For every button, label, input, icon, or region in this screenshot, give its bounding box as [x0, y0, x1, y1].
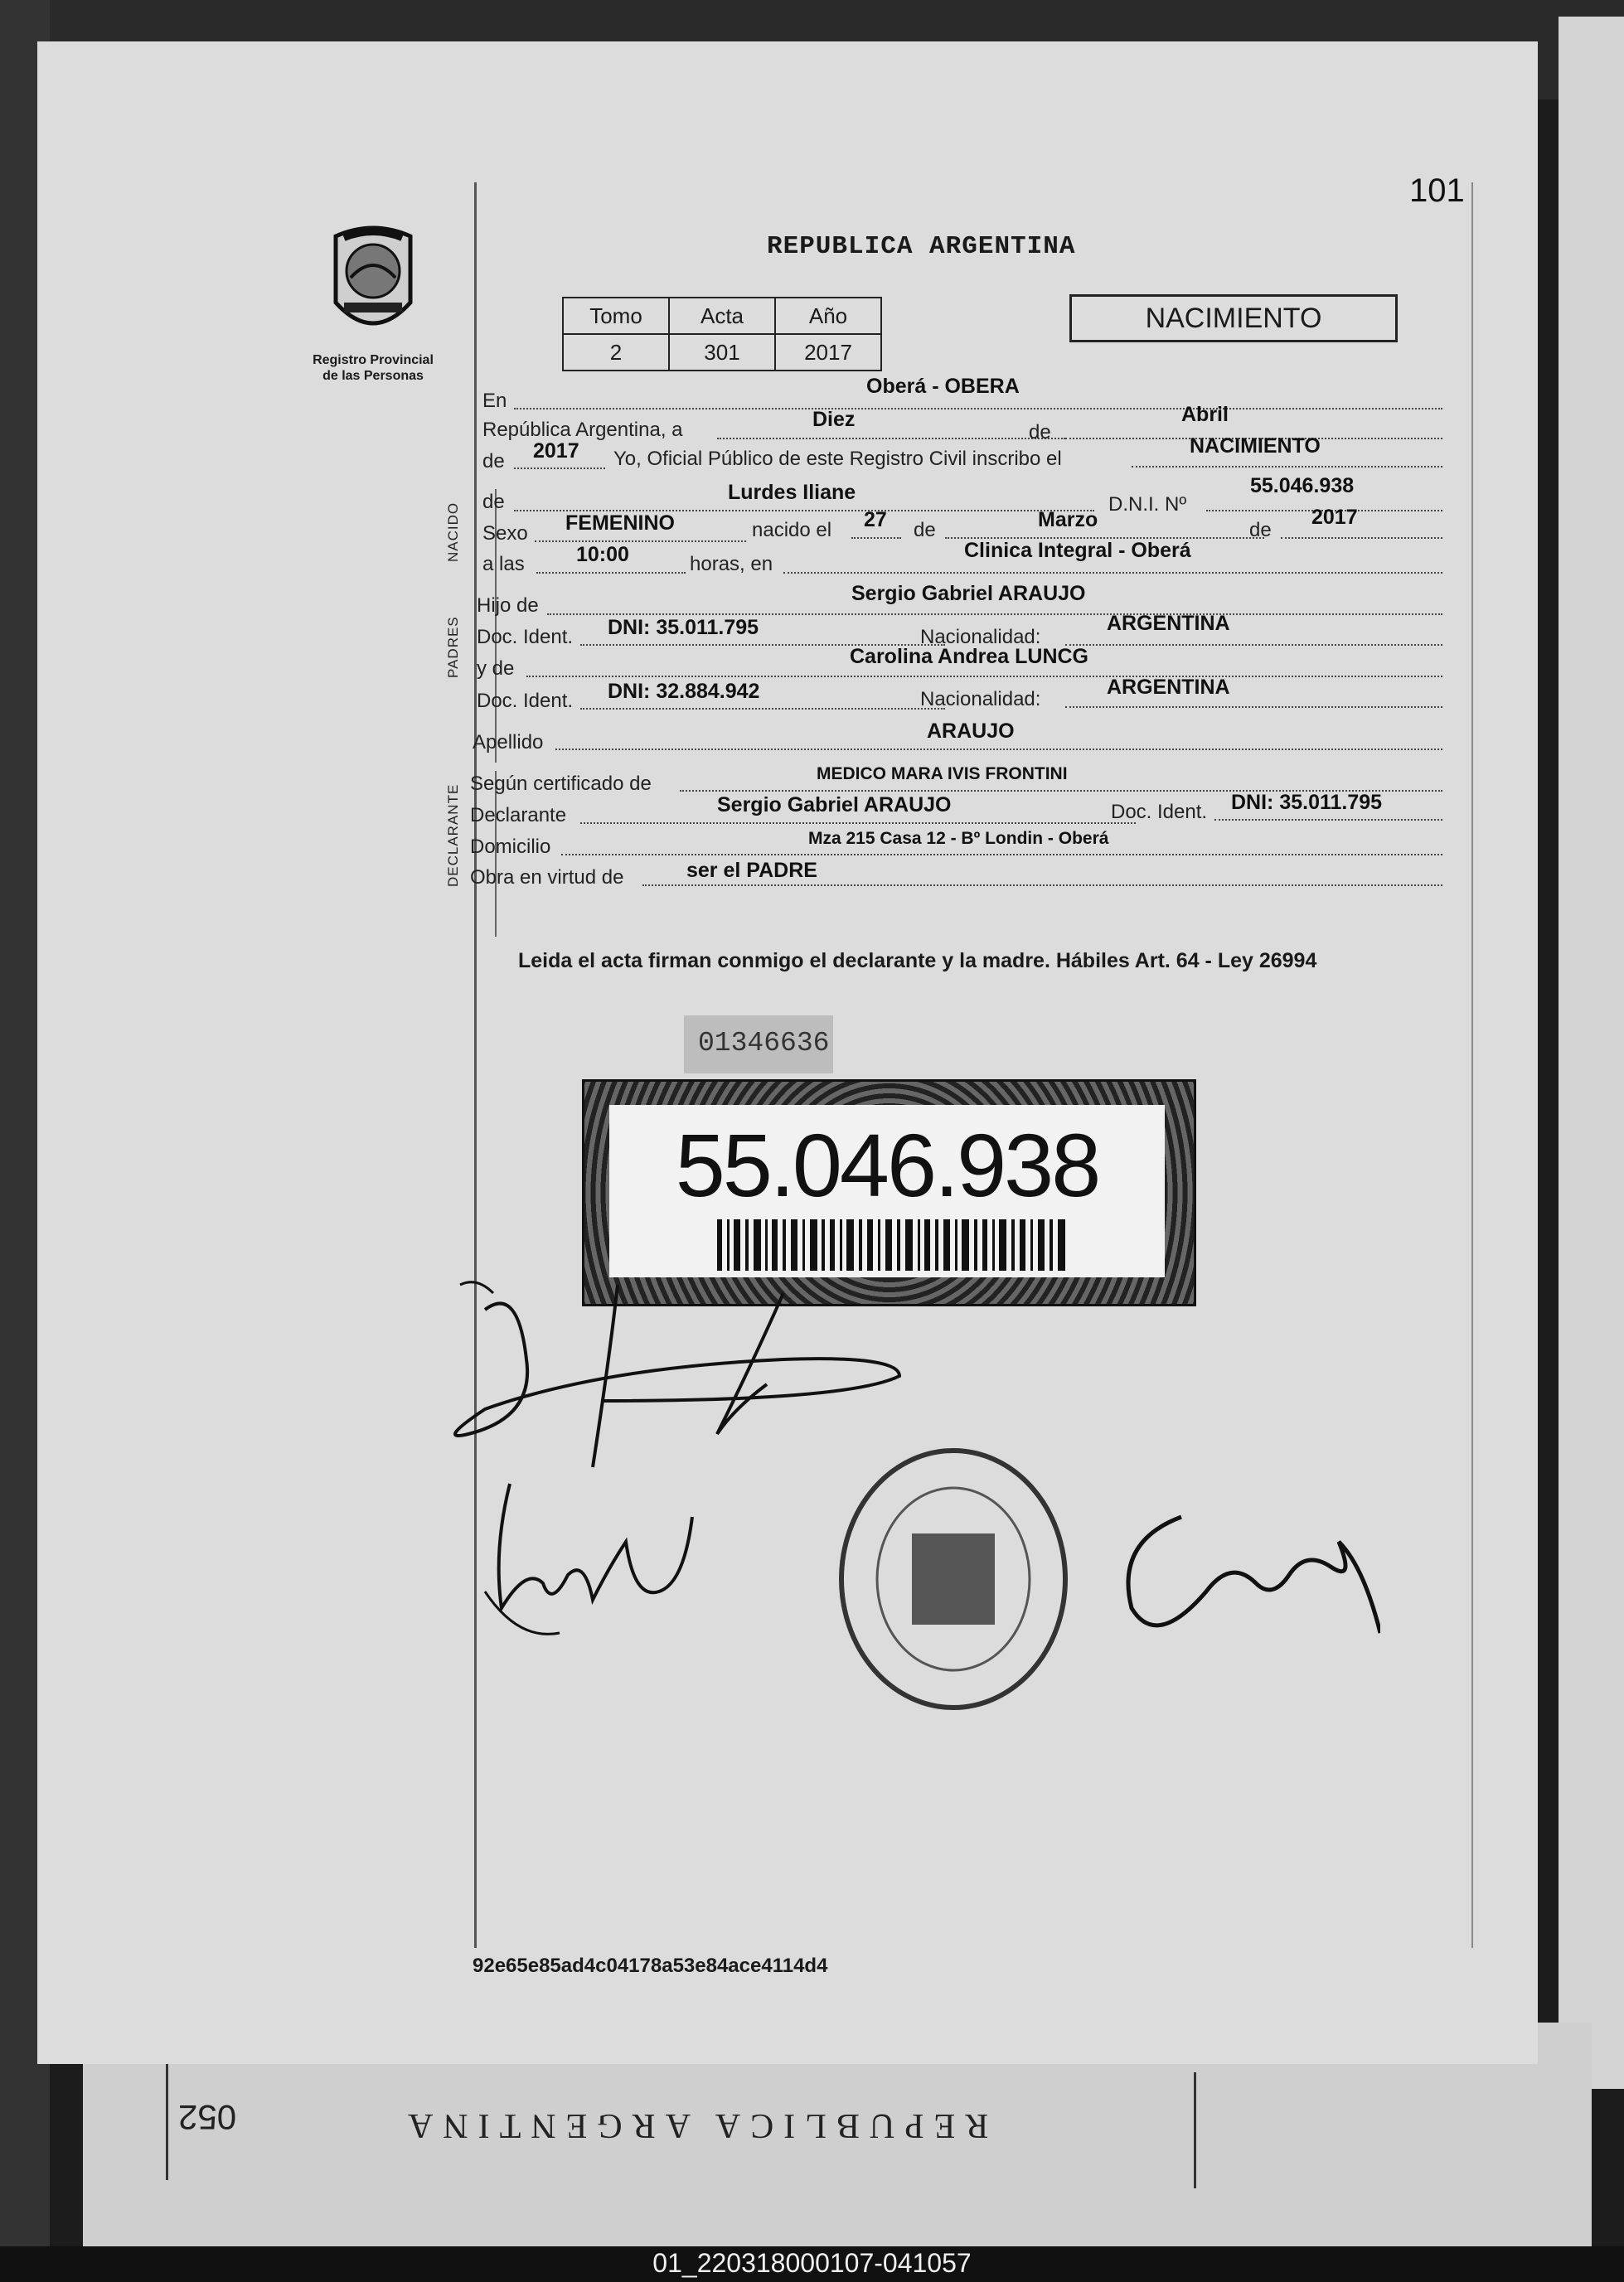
margin-line — [474, 182, 477, 1948]
lugar-inscripcion: Oberá - OBERA — [866, 375, 1020, 398]
dotted-line — [547, 613, 1442, 615]
section-label-nacido: NACIDO — [445, 501, 461, 562]
dni-nacido: 55.046.938 — [1250, 474, 1355, 497]
header-acta: Acta — [669, 298, 775, 334]
dotted-line — [783, 572, 1442, 574]
value-acta: 301 — [669, 334, 775, 371]
logo-caption-line-2: de las Personas — [322, 369, 424, 383]
right-margin-line — [1471, 182, 1473, 1948]
dotted-line — [536, 572, 686, 574]
footer-filename: 01_220318000107-041057 — [652, 2248, 972, 2278]
nacido-el-label: nacido el — [752, 519, 832, 541]
record-type-box: NACIMIENTO — [1069, 294, 1398, 342]
dia-nacimiento: 27 — [864, 508, 887, 531]
nombre-madre: Carolina Andrea LUNCG — [850, 645, 1089, 668]
page-number: 101 — [1409, 172, 1465, 209]
underlying-page-title: REPUBLICA ARGENTINA — [398, 2106, 989, 2144]
mes-inscripcion: Abril — [1181, 403, 1229, 426]
registry-table — [562, 297, 882, 371]
dotted-line — [851, 537, 901, 539]
nacido-de-label: de — [482, 491, 505, 513]
dotted-line — [1281, 537, 1442, 539]
value-tomo: 2 — [563, 334, 669, 371]
nombre-padre: Sergio Gabriel ARAUJO — [851, 582, 1086, 605]
dni-label: D.N.I. Nº — [1108, 493, 1187, 516]
de-label-2: de — [482, 450, 505, 472]
domicilio-label: Domicilio — [470, 836, 551, 858]
anio-inscripcion: 2017 — [533, 439, 579, 463]
en-label: En — [482, 390, 507, 412]
hijo-de-label: Hijo de — [477, 594, 539, 617]
official-seal-icon — [829, 1442, 1078, 1716]
certificado-value: MEDICO MARA IVIS FRONTINI — [817, 764, 1068, 783]
underlying-margin-line — [166, 2056, 168, 2180]
declarante-label: Declarante — [470, 804, 567, 826]
dni-declarante: DNI: 35.011.795 — [1231, 791, 1383, 814]
dotted-line — [514, 408, 1442, 409]
serial-number: 01346636 — [698, 1028, 830, 1059]
dotted-line — [1214, 819, 1442, 821]
inscribo-value: NACIMIENTO — [1190, 434, 1321, 458]
dotted-line — [561, 854, 1442, 855]
underlying-divider — [1194, 2072, 1196, 2188]
nacionalidad-label-2: Nacionalidad: — [920, 688, 1041, 710]
dotted-line — [514, 468, 605, 469]
dia-inscripcion: Diez — [812, 408, 856, 431]
sticker-number: 55.046.938 — [675, 1115, 1099, 1215]
obra-value: ser el PADRE — [686, 859, 817, 882]
dni-madre: DNI: 32.884.942 — [608, 680, 760, 703]
dotted-line — [717, 438, 1065, 439]
signature-madre — [468, 1467, 734, 1658]
dotted-line — [642, 884, 1442, 886]
segun-certificado-label: Según certificado de — [470, 773, 652, 795]
document-title: REPUBLICA ARGENTINA — [767, 232, 1076, 261]
y-de-label: y de — [477, 657, 515, 680]
dotted-line — [526, 676, 1442, 677]
a-las-label: a las — [482, 553, 525, 575]
section-label-declarante: DECLARANTE — [445, 783, 461, 887]
hora-nacimiento: 10:00 — [576, 543, 629, 566]
dotted-line — [1132, 466, 1442, 468]
nacionalidad-label: Nacionalidad: — [920, 626, 1041, 648]
nombre-nacido: Lurdes Iliane — [728, 481, 856, 504]
nacionalidad-madre: ARGENTINA — [1107, 676, 1230, 699]
nacionalidad-padre: ARGENTINA — [1107, 612, 1230, 635]
sticker-label — [609, 1105, 1165, 1277]
dotted-line — [1065, 644, 1442, 646]
dotted-line — [535, 540, 746, 542]
de-label-3: de — [914, 519, 936, 541]
de-label: de — [1029, 421, 1051, 443]
nombre-declarante: Sergio Gabriel ARAUJO — [717, 793, 952, 816]
document-hash: 92e65e85ad4c04178a53e84ace4114d4 — [473, 1955, 828, 1977]
de-label-4: de — [1249, 519, 1272, 541]
logo-caption-line-1: Registro Provincial — [313, 353, 434, 367]
dotted-line — [580, 708, 945, 710]
adjacent-page — [1559, 17, 1624, 2089]
mes-nacimiento: Marzo — [1038, 508, 1098, 531]
lugar-nacimiento: Clinica Integral - Oberá — [964, 539, 1191, 562]
doc-ident-label: Doc. Ident. — [477, 626, 574, 648]
anio-nacimiento: 2017 — [1311, 506, 1358, 529]
section-label-padres: PADRES — [445, 616, 461, 678]
dotted-line — [555, 749, 1442, 750]
header-tomo: Tomo — [563, 298, 669, 334]
doc-ident-label-2: Doc. Ident. — [477, 690, 574, 712]
doc-ident-declarante-label: Doc. Ident. — [1111, 801, 1208, 823]
apellido-value: ARAUJO — [927, 719, 1015, 743]
domicilio-value: Mza 215 Casa 12 - Bº Londin - Oberá — [808, 829, 1109, 848]
legal-text: Leida el acta firman conmigo el declarante y la madre. Hábiles Art. 64 - Ley 26994 — [518, 949, 1317, 972]
sexo-label: Sexo — [482, 522, 528, 545]
dotted-line — [580, 822, 1136, 824]
signature-oficial — [1082, 1492, 1380, 1658]
dni-padre: DNI: 35.011.795 — [608, 616, 759, 639]
horas-en-label: horas, en — [690, 553, 773, 575]
dotted-line — [1065, 706, 1442, 708]
republica-label: República Argentina, a — [482, 419, 683, 441]
logo-caption — [286, 352, 460, 384]
header-anio: Año — [775, 298, 881, 334]
obra-en-virtud-label: Obra en virtud de — [470, 866, 624, 889]
apellido-label: Apellido — [473, 731, 544, 753]
underlying-page-number: 052 — [178, 2098, 237, 2137]
value-anio: 2017 — [775, 334, 881, 371]
certificate-page — [37, 41, 1538, 2064]
oficial-label: Yo, Oficial Público de este Registro Civil inscribo el — [613, 448, 1062, 470]
sexo-value: FEMENINO — [565, 511, 675, 535]
province-coat-of-arms-icon — [319, 220, 427, 344]
